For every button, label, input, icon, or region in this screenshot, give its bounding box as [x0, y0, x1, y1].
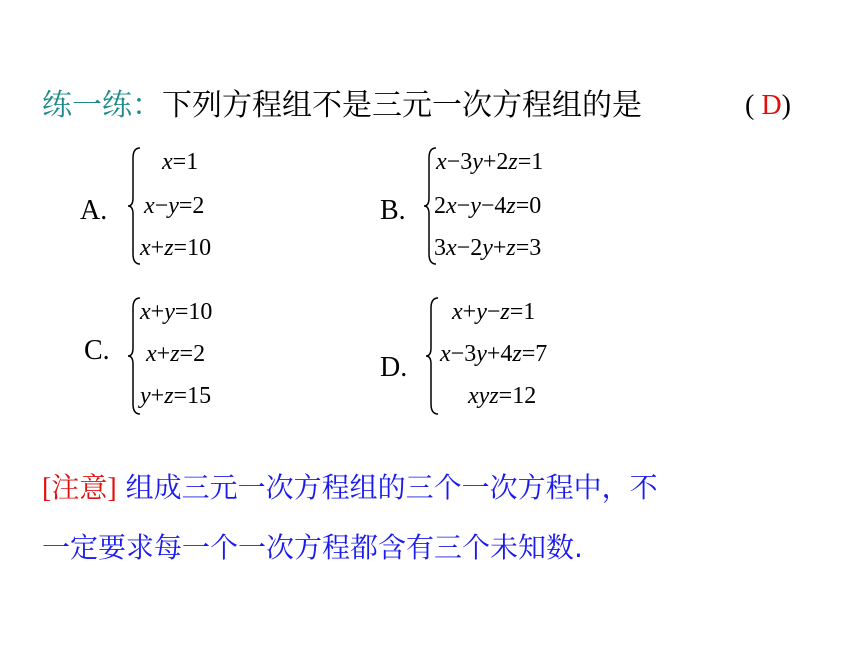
equation: x=1 — [162, 149, 199, 175]
answer-close-paren: ) — [781, 90, 791, 121]
option-d-system — [424, 296, 604, 416]
note-text-2: 一定要求每一个一次方程都含有三个未知数. — [42, 531, 583, 564]
equation: x−y=2 — [144, 193, 205, 219]
equation: x+y−z=1 — [452, 299, 536, 325]
equation: x+z=2 — [146, 341, 206, 367]
note-line-1 — [42, 468, 658, 509]
question-text: 下列方程组不是三元一次方程组的是 — [162, 88, 642, 123]
answer-box — [745, 90, 791, 122]
equation: x−3y+4z=7 — [440, 341, 548, 367]
equation: 3x−2y+z=3 — [434, 235, 542, 261]
exercise-question — [42, 86, 642, 126]
note-prefix: [注意] — [42, 473, 117, 504]
equation: y+z=15 — [140, 383, 212, 409]
answer-letter: D — [761, 90, 782, 121]
option-a-system — [126, 146, 276, 266]
option-c-system — [126, 296, 276, 416]
equation: 2x−y−4z=0 — [434, 193, 542, 219]
note-text-1: 组成三元一次方程组的三个一次方程中，不 — [125, 471, 658, 504]
note-line-2 — [42, 528, 583, 568]
equation: x+z=10 — [140, 235, 212, 261]
option-a-label: A. — [80, 195, 108, 226]
equation: xyz=12 — [468, 383, 537, 409]
exercise-tag: 练一练： — [42, 88, 162, 123]
option-c-label: C. — [84, 335, 110, 366]
equation: x+y=10 — [140, 299, 213, 325]
equation: x−3y+2z=1 — [436, 149, 544, 175]
option-b-label: B. — [380, 195, 406, 226]
option-b-system — [422, 146, 602, 266]
option-d-label: D. — [380, 352, 408, 383]
answer-open-paren: ( — [745, 90, 755, 121]
